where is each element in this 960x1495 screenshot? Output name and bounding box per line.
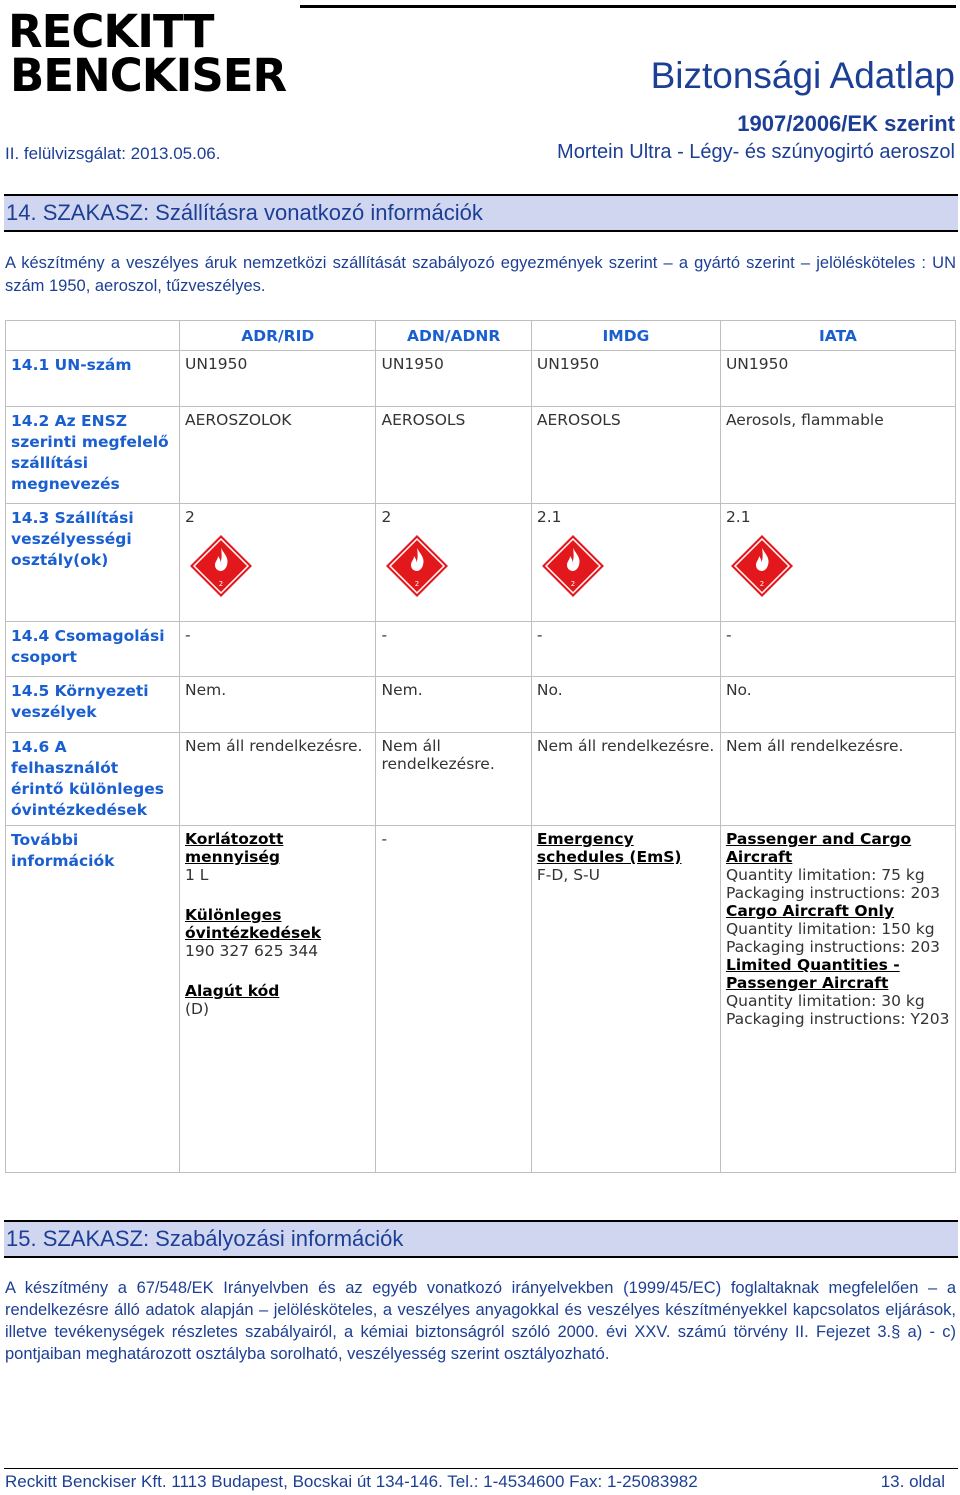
svg-text:2: 2 bbox=[570, 580, 576, 588]
spacer bbox=[185, 960, 370, 982]
table-cell: Nem áll rendelkezésre. bbox=[180, 733, 376, 826]
table-row-hazard-class bbox=[6, 504, 956, 622]
hazard-class-value: 2.1 bbox=[725, 508, 751, 526]
section-15-heading: 15. SZAKASZ: Szabályozási információk bbox=[4, 1220, 958, 1258]
transport-table bbox=[5, 320, 956, 1173]
table-row-shipping-name bbox=[6, 407, 956, 504]
limited-quantity-value: 1 L bbox=[185, 866, 209, 884]
spacer bbox=[185, 884, 370, 906]
regulation-reference: 1907/2006/EK szerint bbox=[737, 111, 955, 136]
column-header-adn-adnr: ADN/ADNR bbox=[376, 321, 531, 351]
limited-quantities-quantity: Quantity limitation: 30 kg bbox=[725, 992, 925, 1010]
table-cell: AEROSZOLOK bbox=[180, 407, 376, 504]
table-cell bbox=[531, 504, 720, 622]
table-cell: - bbox=[180, 622, 376, 677]
table-cell: Nem áll rendelkezésre. bbox=[531, 733, 720, 826]
svg-text:2: 2 bbox=[759, 580, 765, 588]
row-label: 14.1 UN-szám bbox=[6, 351, 180, 407]
passenger-cargo-heading: Passenger and Cargo Aircraft bbox=[725, 830, 912, 866]
special-provisions-heading: Különleges óvintézkedések bbox=[185, 906, 322, 942]
table-cell: UN1950 bbox=[180, 351, 376, 407]
special-provisions-value: 190 327 625 344 bbox=[185, 942, 319, 960]
section-14-heading: 14. SZAKASZ: Szállításra vonatkozó információk bbox=[4, 194, 958, 232]
page-footer bbox=[5, 1472, 945, 1492]
ems-heading: Emergency schedules (EmS) bbox=[536, 830, 682, 866]
table-cell: - bbox=[376, 622, 531, 677]
tunnel-code-heading: Alagút kód bbox=[185, 982, 280, 1000]
table-cell-iata-further-info bbox=[720, 826, 955, 1173]
table-row-environmental bbox=[6, 677, 956, 733]
row-label: 14.3 Szállítási veszélyességi osztály(ok) bbox=[6, 504, 180, 622]
header-rule bbox=[300, 5, 956, 8]
flammable-gas-diamond-icon bbox=[730, 534, 794, 598]
table-cell bbox=[180, 504, 376, 622]
section-14-intro: A készítmény a veszélyes áruk nemzetközi szállítását szabályozó egyezmények szerint – a gyártó szerint – jelölésköteles : UN szám 1950, aeroszol, tűzveszélyes. bbox=[5, 254, 956, 295]
cargo-only-packaging: Packaging instructions: 203 bbox=[725, 938, 941, 956]
table-cell: UN1950 bbox=[531, 351, 720, 407]
logo-line-1: RECKITT bbox=[8, 5, 214, 58]
svg-text:2: 2 bbox=[218, 580, 224, 588]
logo-line-2: BENCKISER bbox=[10, 49, 287, 102]
table-cell: Nem. bbox=[376, 677, 531, 733]
row-label: 14.4 Csomagolási csoport bbox=[6, 622, 180, 677]
table-row-further-info bbox=[6, 826, 956, 1173]
table-row-packing-group bbox=[6, 622, 956, 677]
table-cell bbox=[376, 504, 531, 622]
company-logo bbox=[8, 5, 293, 105]
table-header-row bbox=[6, 321, 956, 351]
table-cell: Nem áll rendelkezésre. bbox=[720, 733, 955, 826]
table-cell: UN1950 bbox=[720, 351, 955, 407]
table-row-special-precautions bbox=[6, 733, 956, 826]
footer-rule bbox=[4, 1468, 958, 1469]
hazard-class-value: 2.1 bbox=[536, 508, 562, 526]
limited-quantities-heading: Limited Quantities - Passenger Aircraft bbox=[725, 956, 900, 992]
table-cell bbox=[720, 504, 955, 622]
page-number: 13. oldal bbox=[880, 1472, 945, 1491]
table-cell-adn-further-info: - bbox=[376, 826, 531, 1173]
table-cell: Nem. bbox=[180, 677, 376, 733]
table-cell: AEROSOLS bbox=[531, 407, 720, 504]
table-corner-cell bbox=[6, 321, 180, 351]
table-cell: UN1950 bbox=[376, 351, 531, 407]
ems-value: F-D, S-U bbox=[536, 866, 600, 884]
row-label: 14.6 A felhasználót érintő különleges óvintézkedések bbox=[6, 733, 180, 826]
hazard-class-value: 2 bbox=[185, 508, 195, 526]
flammable-gas-diamond-icon bbox=[541, 534, 605, 598]
table-row-un-number bbox=[6, 351, 956, 407]
svg-text:2: 2 bbox=[415, 580, 420, 588]
flammable-gas-diamond-icon bbox=[189, 534, 253, 598]
column-header-iata: IATA bbox=[720, 321, 955, 351]
table-cell: No. bbox=[531, 677, 720, 733]
passenger-cargo-quantity: Quantity limitation: 75 kg bbox=[725, 866, 925, 884]
tunnel-code-value: (D) bbox=[185, 1000, 210, 1018]
row-label: 14.2 Az ENSZ szerinti megfelelő szállítási megnevezés bbox=[6, 407, 180, 504]
limited-quantity-heading: Korlátozott mennyiség bbox=[185, 830, 284, 866]
flammable-gas-diamond-icon bbox=[385, 534, 449, 598]
table-cell: - bbox=[720, 622, 955, 677]
cargo-only-heading: Cargo Aircraft Only bbox=[725, 902, 894, 920]
cargo-only-quantity: Quantity limitation: 150 kg bbox=[725, 920, 935, 938]
revision-date: II. felülvizsgálat: 2013.05.06. bbox=[5, 144, 221, 163]
table-cell-adr-further-info bbox=[180, 826, 376, 1173]
column-header-adr-rid: ADR/RID bbox=[180, 321, 376, 351]
page-header bbox=[0, 0, 960, 170]
footer-company-address: Reckitt Benckiser Kft. 1113 Budapest, Bocskai út 134-146. Tel.: 1-4534600 Fax: 1-25083982 bbox=[5, 1472, 698, 1491]
table-cell-imdg-further-info bbox=[531, 826, 720, 1173]
table-cell: - bbox=[531, 622, 720, 677]
table-cell: No. bbox=[720, 677, 955, 733]
row-label: További információk bbox=[6, 826, 180, 1173]
product-name: Mortein Ultra - Légy- és szúnyogirtó aeroszol bbox=[557, 141, 955, 163]
passenger-cargo-packaging: Packaging instructions: 203 bbox=[725, 884, 941, 902]
document-title: Biztonsági Adatlap bbox=[650, 55, 955, 96]
table-cell: Nem áll rendelkezésre. bbox=[376, 733, 531, 826]
hazard-class-value: 2 bbox=[381, 508, 392, 526]
column-header-imdg: IMDG bbox=[531, 321, 720, 351]
section-15-text: A készítmény a 67/548/EK Irányelvben és az egyéb vonatkozó irányelvekben (1999/45/EC) foglaltaknak megfelelően – a rendelkezésre álló adatok alapján – jelölésköteles, a veszélyes anyagokkal és veszélyes készítményekkel kapcsolatos eljárások, illetve tevékenységek részletes szabályairól, a kémiai biztonságról szóló 2000. évi XXV. számú törvény II. Fejezet 3.§ a) - c) pontjaiban meghatározott osztályba sorolható, veszélyesség szerint osztályozható. bbox=[5, 1279, 956, 1363]
limited-quantities-packaging: Packaging instructions: Y203 bbox=[725, 1010, 950, 1028]
row-label: 14.5 Környezeti veszélyek bbox=[6, 677, 180, 733]
table-cell: Aerosols, flammable bbox=[720, 407, 955, 504]
table-cell: AEROSOLS bbox=[376, 407, 531, 504]
